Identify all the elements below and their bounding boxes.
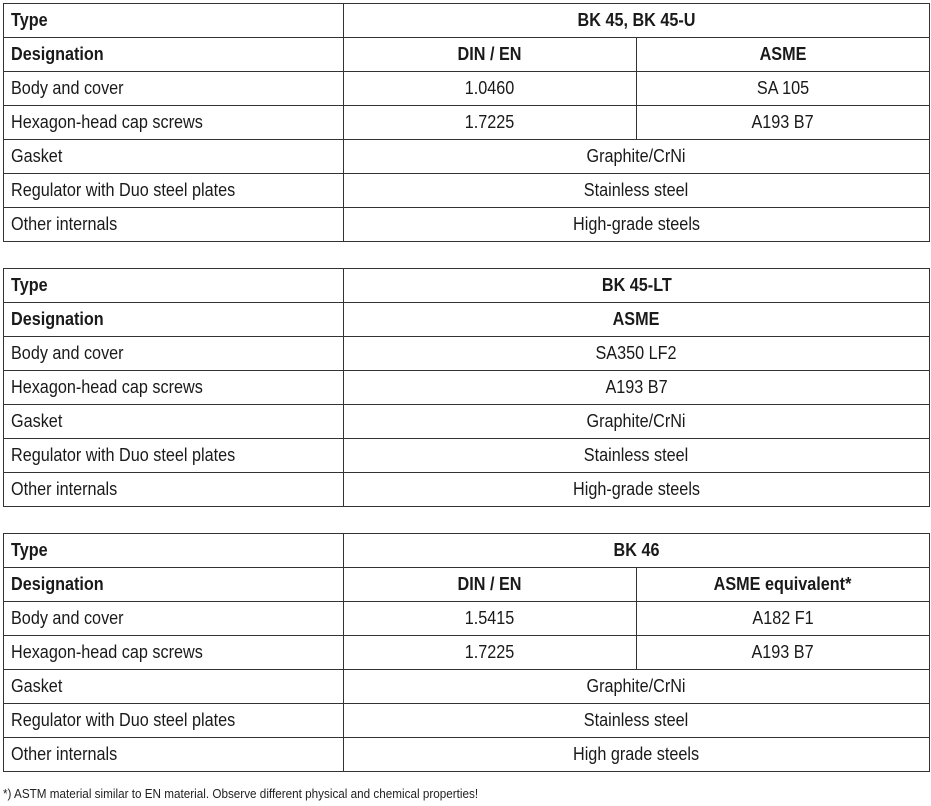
column-header-din-en: DIN / EN <box>344 568 637 602</box>
asme-value: A193 B7 <box>637 106 930 140</box>
row-label: Regulator with Duo steel plates <box>4 704 344 738</box>
designation-row <box>4 303 930 337</box>
type-row <box>4 4 930 38</box>
row-label: Gasket <box>4 140 344 174</box>
column-header-asme: ASME <box>344 303 930 337</box>
material-value: Stainless steel <box>344 174 930 208</box>
row-label: Regulator with Duo steel plates <box>4 439 344 473</box>
type-label: Type <box>4 534 344 568</box>
material-value: Stainless steel <box>344 439 930 473</box>
material-value: Graphite/CrNi <box>344 670 930 704</box>
din-en-value: 1.7225 <box>344 106 637 140</box>
din-en-value: 1.0460 <box>344 72 637 106</box>
type-label: Type <box>4 4 344 38</box>
type-value: BK 45-LT <box>344 269 930 303</box>
asme-value: SA 105 <box>637 72 930 106</box>
designation-label: Designation <box>4 38 344 72</box>
row-label: Hexagon-head cap screws <box>4 636 344 670</box>
material-value: Graphite/CrNi <box>344 140 930 174</box>
row-label: Hexagon-head cap screws <box>4 371 344 405</box>
table-row <box>4 106 930 140</box>
type-value: BK 45, BK 45-U <box>344 4 930 38</box>
material-value: High-grade steels <box>344 473 930 507</box>
table-row <box>4 72 930 106</box>
table-row <box>4 636 930 670</box>
table-row <box>4 473 930 507</box>
din-en-value: 1.7225 <box>344 636 637 670</box>
footnote: *) ASTM material similar to EN material. Observe different physical and chemical properties! <box>3 786 479 801</box>
table-row <box>4 140 930 174</box>
column-header-asme: ASME <box>637 38 930 72</box>
materials-table-bk46 <box>3 533 930 772</box>
row-label: Hexagon-head cap screws <box>4 106 344 140</box>
type-label: Type <box>4 269 344 303</box>
asme-value: A193 B7 <box>637 636 930 670</box>
column-header-asme-equivalent: ASME equivalent* <box>637 568 930 602</box>
materials-table-bk45 <box>3 3 930 242</box>
table-row <box>4 439 930 473</box>
row-label: Gasket <box>4 670 344 704</box>
row-label: Other internals <box>4 473 344 507</box>
row-label: Other internals <box>4 738 344 772</box>
material-value: Stainless steel <box>344 704 930 738</box>
table-row <box>4 738 930 772</box>
type-row <box>4 534 930 568</box>
table-row <box>4 174 930 208</box>
row-label: Body and cover <box>4 72 344 106</box>
table-row <box>4 602 930 636</box>
din-en-value: 1.5415 <box>344 602 637 636</box>
row-label: Other internals <box>4 208 344 242</box>
row-label: Body and cover <box>4 602 344 636</box>
row-label: Regulator with Duo steel plates <box>4 174 344 208</box>
material-value: High grade steels <box>344 738 930 772</box>
material-value: Graphite/CrNi <box>344 405 930 439</box>
designation-row <box>4 568 930 602</box>
designation-label: Designation <box>4 303 344 337</box>
materials-table-bk45-lt <box>3 268 930 507</box>
table-row <box>4 371 930 405</box>
table-row <box>4 208 930 242</box>
table-row <box>4 337 930 371</box>
material-value: A193 B7 <box>344 371 930 405</box>
type-row <box>4 269 930 303</box>
table-row <box>4 670 930 704</box>
table-row <box>4 405 930 439</box>
designation-label: Designation <box>4 568 344 602</box>
table-row <box>4 704 930 738</box>
type-value: BK 46 <box>344 534 930 568</box>
row-label: Gasket <box>4 405 344 439</box>
designation-row <box>4 38 930 72</box>
material-value: High-grade steels <box>344 208 930 242</box>
material-value: SA350 LF2 <box>344 337 930 371</box>
asme-value: A182 F1 <box>637 602 930 636</box>
column-header-din-en: DIN / EN <box>344 38 637 72</box>
row-label: Body and cover <box>4 337 344 371</box>
